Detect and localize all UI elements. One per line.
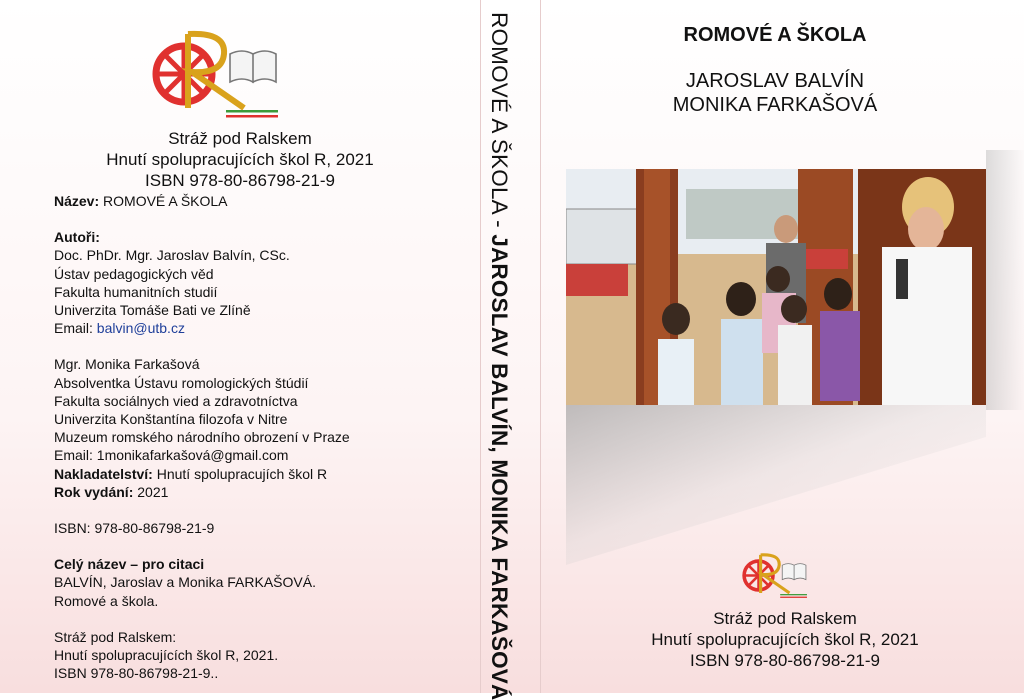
- citation-line: Romové a škola.: [54, 592, 159, 609]
- author1-line: Doc. PhDr. Mgr. Jaroslav Balvín, CSc.: [54, 247, 290, 264]
- imprint-line: ISBN 978-80-86798-21-9..: [54, 665, 219, 682]
- front-title: ROMOVÉ A ŠKOLA: [683, 24, 867, 46]
- title-label: Název:: [54, 193, 100, 209]
- cover-photo: [566, 169, 986, 405]
- r-book-logo-small: [740, 551, 808, 601]
- back-publisher-org: Hnutí spolupracujících škol R, 2021: [106, 150, 374, 169]
- author1-line: Univerzita Tomáše Bati ve Zlíně: [54, 302, 251, 319]
- back-publisher-isbn: ISBN 978-80-86798-21-9: [145, 171, 335, 190]
- publisher-line: [54, 465, 474, 483]
- spine-fold-left: [480, 0, 481, 693]
- spine-text: [486, 12, 512, 700]
- author2-line: Absolventka Ústavu romologických štúdií: [54, 374, 309, 391]
- r-book-logo: [148, 28, 280, 122]
- author2-line: Fakulta sociálnych vied a zdravotníctva: [54, 392, 298, 409]
- back-publisher-block: [40, 128, 440, 191]
- title-line: [54, 192, 474, 210]
- citation-label: Celý název – pro citaci: [54, 556, 205, 573]
- front-publisher-isbn: ISBN 978-80-86798-21-9: [690, 651, 880, 670]
- spine-title: ROMOVÉ A ŠKOLA -: [487, 12, 512, 235]
- publisher-value: Hnutí spolupracujích škol R: [152, 465, 328, 482]
- author1-line: Fakulta humanitních studií: [54, 283, 218, 300]
- front-author-2: MONIKA FARKAŠOVÁ: [672, 94, 878, 116]
- back-info: [54, 192, 474, 682]
- year-value: 2021: [133, 483, 169, 500]
- front-publisher-block: [585, 608, 985, 671]
- imprint-line: Hnutí spolupracujících škol R, 2021.: [54, 647, 279, 664]
- email1-link[interactable]: balvin@utb.cz: [96, 320, 185, 337]
- front-publisher-org: Hnutí spolupracujících škol R, 2021: [651, 630, 919, 649]
- year-line: [54, 483, 474, 501]
- author2-line: Mgr. Monika Farkašová: [54, 356, 200, 373]
- year-label: Rok vydání:: [54, 483, 134, 500]
- citation-line: BALVÍN, Jaroslav a Monika FARKAŠOVÁ.: [54, 574, 316, 591]
- back-publisher-place: Stráž pod Ralskem: [168, 129, 312, 148]
- email1-line: [54, 319, 474, 337]
- front-author-1: JAROSLAV BALVÍN: [685, 70, 865, 92]
- title-value: ROMOVÉ A ŠKOLA: [99, 193, 228, 209]
- authors-label: Autoři:: [54, 229, 100, 246]
- author2-line: Email: 1monikafarkašová@gmail.com: [54, 447, 289, 464]
- photo-shadow-right: [986, 150, 1024, 410]
- spine-authors: JAROSLAV BALVÍN, MONIKA FARKAŠOVÁ: [487, 234, 512, 700]
- author1-line: Ústav pedagogických věd: [54, 265, 214, 282]
- front-publisher-place: Stráž pod Ralskem: [713, 609, 857, 628]
- author2-line: Muzeum romského národního obrození v Praze: [54, 429, 350, 446]
- email1-label: Email:: [54, 320, 97, 337]
- author2-line: Univerzita Konštantína filozofa v Nitre: [54, 411, 288, 428]
- isbn-line: ISBN: 978-80-86798-21-9: [54, 520, 215, 537]
- publisher-label: Nakladatelství:: [54, 465, 153, 482]
- imprint-line: Stráž pod Ralskem:: [54, 628, 177, 645]
